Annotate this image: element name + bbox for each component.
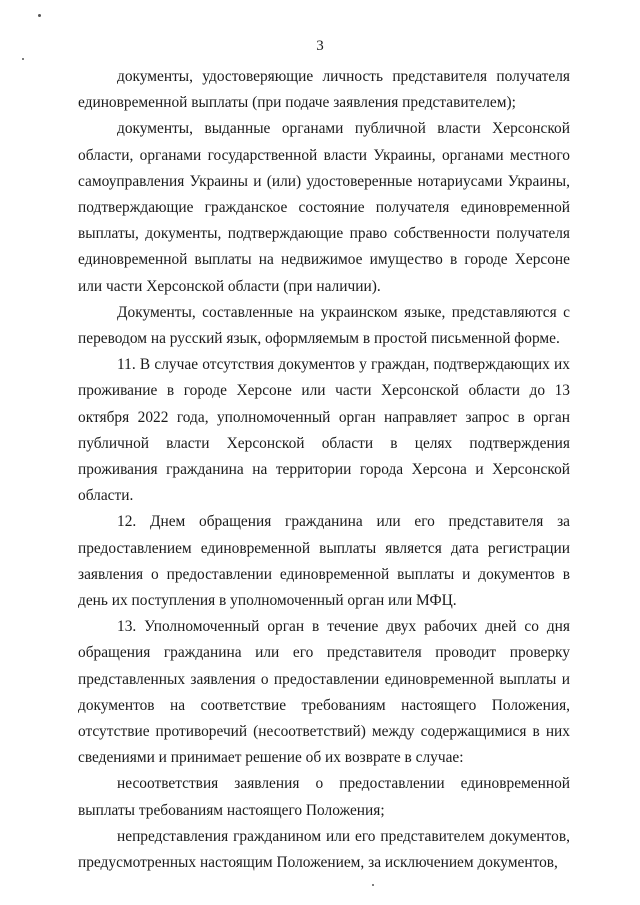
paragraph-13: 13. Уполномоченный орган в течение двух рабочих дней со дня обращения гражданина или его представителя проводит проверку представленных заявления о предоставлении единовременной выплаты и документов на соответствие требованиям настоящего Положения, отсутствие противоречий (несоответствий) между содержащимися в них сведениями и принимает решение об их возврате в случае: xyxy=(78,618,570,767)
paragraph-nonsubmission: непредставления гражданином или его представителем документов, предусмотренных настоящим Положением, за исключением документов, xyxy=(78,827,570,872)
paragraph-representative-identity-docs: документы, удостоверяющие личность представителя получателя единовременной выплаты (при подаче заявления представителем); xyxy=(78,68,570,112)
paragraph-11: 11. В случае отсутствия документов у граждан, подтверждающих их проживание в городе Херсоне или части Херсонской области до 13 октября 2022 года, уполномоченный орган направляет запрос в орган публичной власти Херсонской области в целях подтверждения проживания гражданина на территории города Херсона и Херсонской области. xyxy=(78,356,570,505)
scan-speck xyxy=(372,884,374,886)
paragraph-ukrainian-language-docs: Документы, составленные на украинском языке, представляются с переводом на русский язык, оформляемым в простой письменной форме. xyxy=(78,303,570,348)
document-body xyxy=(78,64,570,876)
scan-speck xyxy=(38,14,41,17)
page-number: 3 xyxy=(316,38,324,54)
paragraph-nonconformity: несоответствия заявления о предоставлении единовременной выплаты требованиям настоящего Положения; xyxy=(78,775,570,819)
paragraph-issued-documents: документы, выданные органами публичной власти Херсонской области, органами государственной власти Украины, органами местного самоуправления Украины и (или) удостоверенные нотариусами Украины, подтверждающие гражданское состояние получателя единовременной выплаты, документы, подтверждающие право собственности получателя единовременной выплаты на недвижимое имущество в городе Херсоне или части Херсонской области (при наличии). xyxy=(78,120,570,295)
scan-speck xyxy=(22,58,24,60)
paragraph-12: 12. Днем обращения гражданина или его представителя за предоставлением единовременной выплаты является дата регистрации заявления о предоставлении единовременной выплаты и документов в день их поступления в уполномоченный орган или МФЦ. xyxy=(78,513,570,610)
